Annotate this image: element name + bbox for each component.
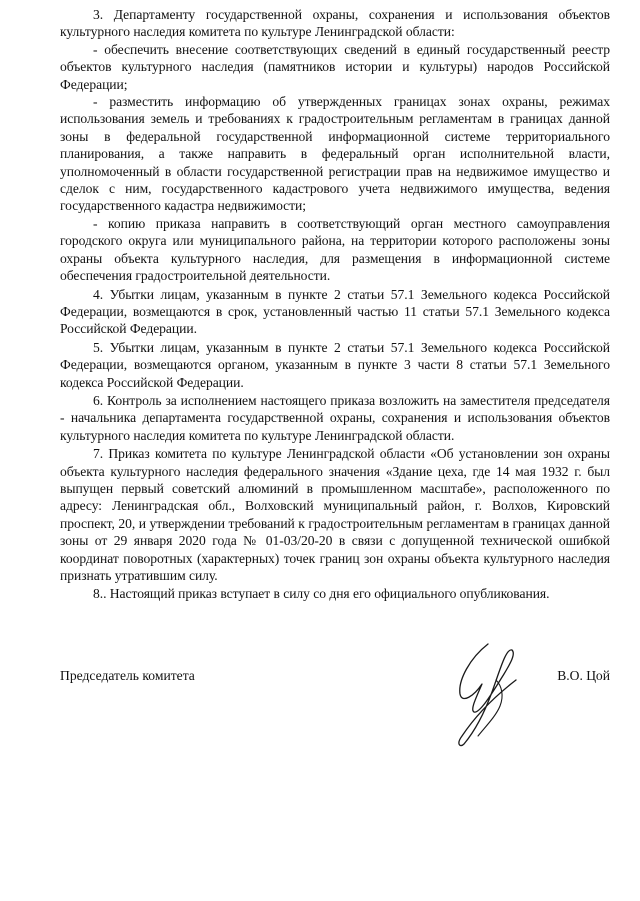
paragraph-5: 5. Убытки лицам, указанным в пункте 2 статьи 57.1 Земельного кодекса Российской Федерации, возмещаются органом, указанным в пункте 3 части 8 статьи 57.1 Земельного кодекса Российской Федерации. [60, 339, 610, 390]
paragraph-3-bullet-registry: - обеспечить внесение соответствующих сведений в единый государственный реестр объектов культурного наследия (памятников истории и культуры) народов Российской Федерации; [60, 41, 610, 92]
paragraph-3-bullet-publish-info: - разместить информацию об утвержденных границах зонах охраны, режимах использования земель и требованиях к градостроительным регламентам в границах данной зоны в федеральной государственной информационной системе территориального планирования, а также направить в федеральный орган исполнительной власти, уполномоченный в области государственной регистрации прав на недвижимое имущество и сделок с ним, государственного кадастрового учета недвижимого имущества, ведения государственного кадастра недвижимости; [60, 94, 610, 214]
paragraph-4: 4. Убытки лицам, указанным в пункте 2 статьи 57.1 Земельного кодекса Российской Федерации, возмещаются в срок, установленный частью 11 статьи 57.1 Земельного кодекса Российской Федерации. [60, 286, 610, 337]
signer-name: В.О. Цой [557, 668, 610, 683]
paragraph-3-bullet-send-copy: - копию приказа направить в соответствующий орган местного самоуправления городского округа или муниципального района, на территории которого расположены зоны охраны объекта культурного наследия, для размещения в информационной системе обеспечения градостроительной деятельности. [60, 215, 610, 284]
handwritten-signature [430, 640, 550, 750]
paragraph-7: 7. Приказ комитета по культуре Ленинградской области «Об установлении зон охраны объекта культурного наследия федерального значения «Здание цеха, где 14 мая 1932 г. был выпущен первый советский алюминий в промышленном масштабе», расположенного по адресу: Ленинградская обл., Волховский муниципальный район, г. Волхов, Кировский проспект, 20, и утверждении требований к градостроительным регламентам в границах данной зоны от 29 января 2020 года № 01-03/20-20 в связи с допущенной технической ошибкой координат поворотных (характерных) точек границ зон охраны объекта культурного наследия признать утратившим силу. [60, 446, 610, 583]
paragraph-8: 8.. Настоящий приказ вступает в силу со дня его официального опубликования. [93, 586, 550, 602]
paragraph-6: 6. Контроль за исполнением настоящего приказа возложить на заместителя председателя - начальника департамента государственной охраны, сохранения и использования объектов культурного наследия комитета по культуре Ленинградской области. [60, 392, 610, 443]
paragraph-3: 3. Департаменту государственной охраны, сохранения и использования объектов культурного наследия комитета по культуре Ленинградской области: [60, 7, 610, 40]
signer-position: Председатель комитета [60, 668, 195, 683]
signature-block [60, 668, 610, 768]
document-body [60, 6, 610, 603]
